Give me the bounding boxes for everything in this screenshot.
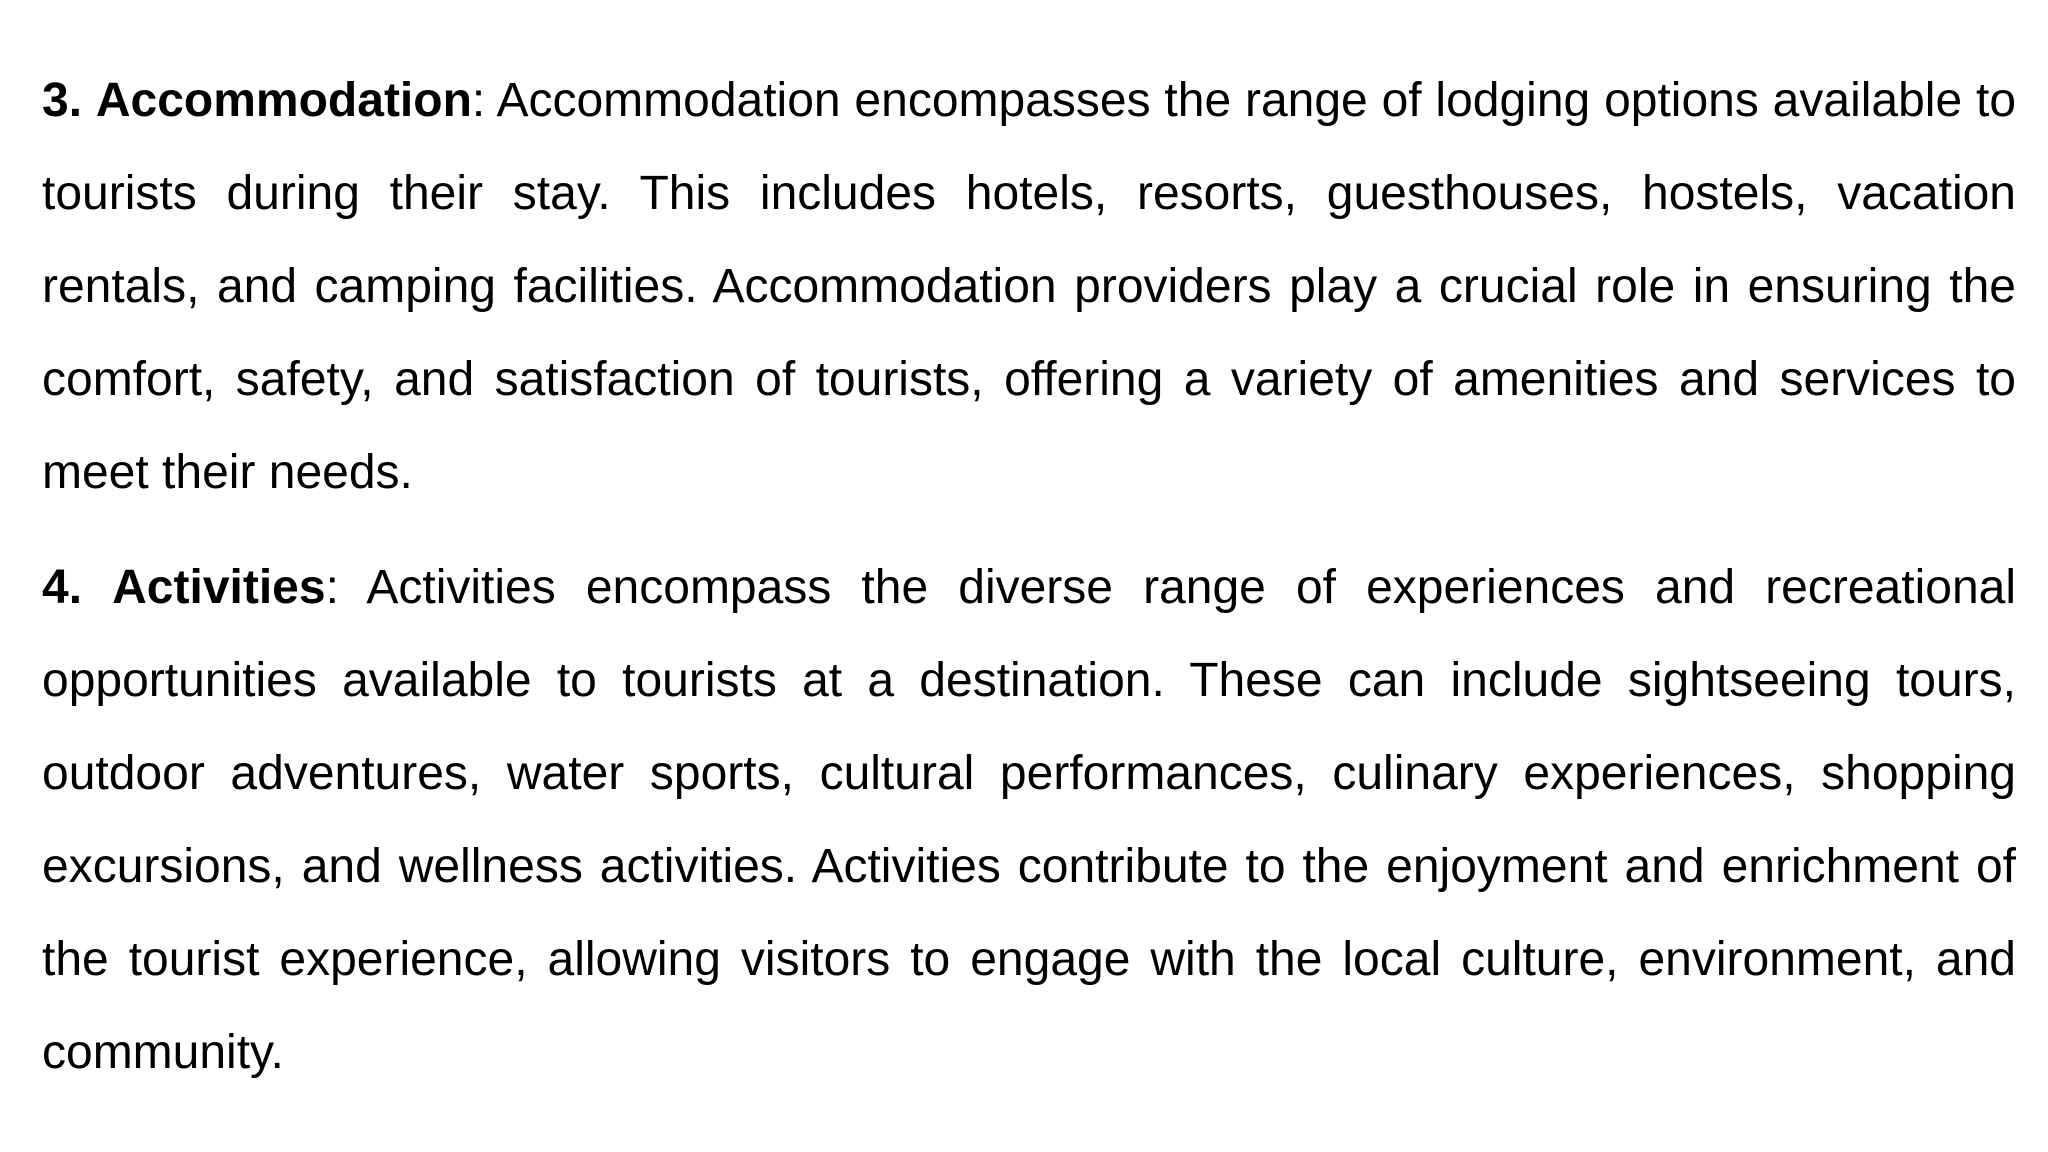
heading-separator: : bbox=[471, 74, 486, 127]
section-number: 3. bbox=[42, 74, 83, 127]
section-heading: Activities bbox=[112, 561, 326, 614]
section-heading: Accommodation bbox=[95, 74, 472, 127]
section-activities bbox=[42, 541, 2016, 1099]
section-number: 4. bbox=[42, 561, 83, 614]
section-body: Activities encompass the diverse range of experiences and recreational opportunities available to tourists at a destination. These can include sightseeing tours, outdoor adventures, water sports, cultural performances, culinary experiences, shopping excursions, and wellness activities. Activities contribute to the enjoyment and enrichment of the tourist experience, allowing visitors to engage with the local culture, environment, and community. bbox=[42, 561, 2017, 1079]
section-accommodation bbox=[42, 54, 2016, 519]
section-body: Accommodation encompasses the range of lodging options available to tourists during their stay. This includes hotels, resorts, guesthouses, hostels, vacation rentals, and camping facilities. Accommodation providers play a crucial role in ensuring the comfort, safety, and satisfaction of tourists, offering a variety of amenities and services to meet their needs. bbox=[42, 74, 2017, 499]
heading-separator: : bbox=[325, 561, 339, 614]
document-page bbox=[42, 54, 2016, 1099]
